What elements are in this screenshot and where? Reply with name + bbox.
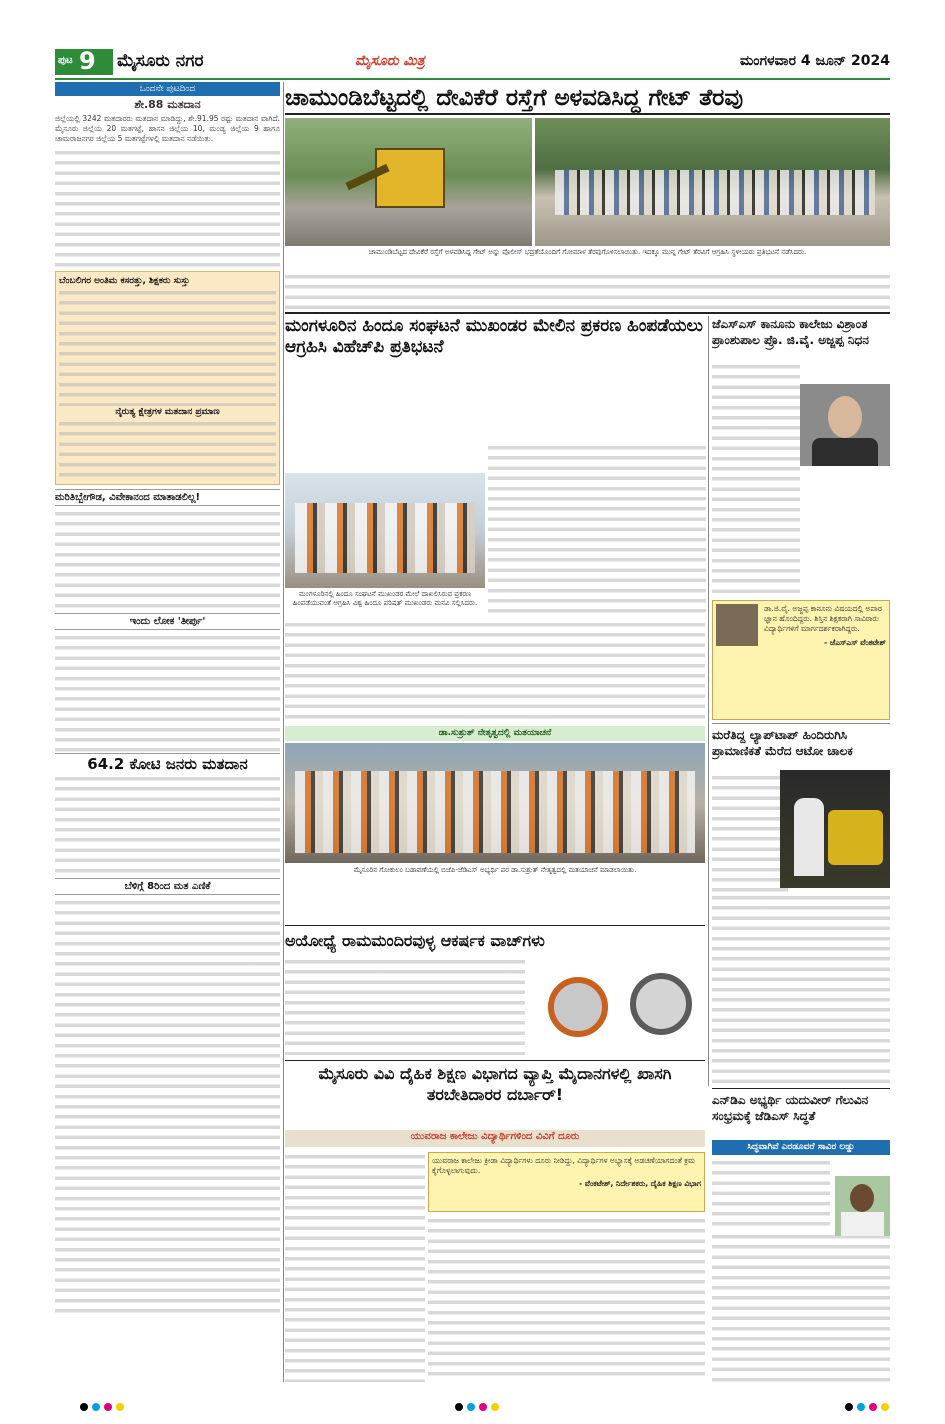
section-title: ಮೈಸೂರು ನಗರ	[117, 51, 204, 71]
story7-text-a	[285, 1152, 425, 1382]
registration-mark	[467, 1403, 475, 1411]
boxed-story-subhead: ನೈರುತ್ಯ ಕ್ಷೇತ್ರಗಳ ಮತದಾನ ಪ್ರಮಾಣ	[115, 406, 220, 417]
story8-subhead: ಸಿದ್ಧವಾಗಿವೆ ಎರಡೂವರೆ ಸಾವಿರ ಲಡ್ಡು	[712, 1140, 890, 1155]
section-rule-4	[285, 1060, 705, 1061]
portrait-suit	[812, 438, 878, 466]
story4-kicker: ಡಾ.ಸುಶ್ರುತ್ ನೇತೃತ್ವದಲ್ಲಿ ಮತಯಾಚನೆ	[285, 726, 705, 741]
watch-2	[630, 973, 692, 1035]
registration-mark	[491, 1403, 499, 1411]
story2-caption: ಮಂಗಳೂರಿನಲ್ಲಿ ಹಿಂದೂ ಸಂಘಟನೆ ಮುಖಂಡರ ಮೇಲೆ ದಾಖಲಿಸಿರುವ ಪ್ರಕರಣ ಹಿಂಪಡೆಯುವಂತೆ ಆಗ್ರಹಿಸಿ ವಿಶ್ವ ಹಿಂದೂ ಪರಿಷತ್ ಮುಖಂಡರು ಮನವಿ ಸಲ್ಲಿಸಿದರು.	[292, 590, 478, 607]
column-rule-2	[708, 316, 709, 1086]
registration-mark	[857, 1403, 865, 1411]
story3-quote: ಡಾ.ಜಿ.ವೈ. ಅಜ್ಜಪ್ಪ ಕಾನೂನು ವಿಷಯದಲ್ಲಿ ಅಪಾರ ಜ್ಞಾನ ಹೊಂದಿದ್ದರು. ಶಿಸ್ತಿನ ಶಿಕ್ಷಕರಾಗಿ ಸಾವಿರಾರು ವಿದ್ಯಾರ್ಥಿಗಳಿಗೆ ಮಾರ್ಗದರ್ಶಕರಾಗಿದ್ದರು.	[764, 604, 882, 633]
lead-photo-gate	[285, 118, 532, 246]
boxed-story-text	[59, 288, 276, 406]
page-label: ಪುಟ	[58, 55, 73, 66]
left-headline-3: ಇಂದು ಲೋಕ 'ತೀರ್ಪು'	[55, 613, 280, 630]
portrait-face	[828, 396, 862, 438]
registration-mark	[104, 1403, 112, 1411]
story8-headline: ಎನ್‌ಡಿಎ ಅಭ್ಯರ್ಥಿ ಯದುವೀರ್ ಗೆಲುವಿನ ಸಂಭ್ರಮಕ್ಕೆ ಜೆಡಿಎಸ್ ಸಿದ್ಧತೆ	[712, 1093, 869, 1123]
left-body-text-3	[55, 633, 280, 753]
masthead-rule	[55, 78, 890, 80]
delegation-group	[295, 503, 475, 573]
left-boxed-story	[55, 271, 280, 485]
story4-caption: ಮೈಸೂರಿನ ಗೋಕುಲಂ ಬಡಾವಣೆಯಲ್ಲಿ ಬಿಜೆಪಿ-ಜೆಡಿಎಸ್ ಅಭ್ಯರ್ಥಿ ಪರ ಡಾ.ಸುಶ್ರುತ್ ನೇತೃತ್ವದಲ್ಲಿ ಮತಯಾಚನೆ ಮಾಡಲಾಯಿತು.	[353, 866, 637, 874]
story7-headline: ಮೈಸೂರು ವಿವಿ ದೈಹಿಕ ಶಿಕ್ಷಣ ವಿಭಾಗದ ವ್ಯಾಪ್ತಿ ಮೈದಾನಗಳಲ್ಲಿ ಖಾಸಗಿ ತರಬೇತಿದಾರರ ದರ್ಬಾರ್!	[318, 1064, 672, 1104]
story6-photo	[530, 957, 705, 1057]
excavator-shape	[375, 148, 445, 208]
boxed-story-text-2	[59, 419, 276, 481]
protesters-group	[555, 170, 875, 215]
campaign-group	[295, 771, 695, 853]
story7-quote: ಯುವರಾಜ ಕಾಲೇಜು ಕ್ರೀಡಾ ವಿದ್ಯಾರ್ಥಿಗಳು ದೂರು ನೀಡಿದ್ದು, ವಿದ್ಯಾರ್ಥಿಗಳ ಅಭ್ಯಾಸಕ್ಕೆ ಅಡಚಣೆಯಾಗದಂತೆ ಕ್ರಮ ಕೈಗೊಳ್ಳಲಾಗುವುದು.	[432, 1156, 696, 1175]
lead-story-text	[285, 272, 890, 310]
left-headline-2: ಮರಿತಿಬ್ಬೇಗೌಡ, ವಿವೇಕಾನಂದ ಮಾತಾಡಲಿಲ್ಲ!	[55, 489, 280, 506]
story2-text-a	[488, 443, 706, 613]
masthead	[55, 47, 890, 77]
story2-photo	[285, 473, 485, 588]
story2-headline: ಮಂಗಳೂರಿನ ಹಿಂದೂ ಸಂಘಟನೆ ಮುಖಂಡರ ಮೇಲಿನ ಪ್ರಕರಣ ಹಿಂಪಡೆಯಲು ಆಗ್ರಹಿಸಿ ವಿಹೆಚ್‌ಪಿ ಪ್ರತಿಭಟನೆ	[285, 316, 703, 357]
left-body-text-2	[55, 509, 280, 609]
story7-quote-box	[428, 1152, 705, 1212]
story5-photo	[780, 770, 890, 888]
paper-logo: ಮೈಸೂರು ಮಿತ್ರ	[355, 53, 425, 69]
story7-quote-attr: - ವೆಂಕಟೇಶ್, ನಿರ್ದೇಶಕರು, ದೈಹಿಕ ಶಿಕ್ಷಣ ವಿಭಾಗ	[579, 1179, 701, 1188]
registration-mark	[80, 1403, 88, 1411]
registration-mark	[881, 1403, 889, 1411]
page-number-badge	[55, 49, 113, 75]
lead-photo-caption: ಚಾಮುಂಡಿಬೆಟ್ಟದ ದೇವಿಕೆರೆ ರಸ್ತೆಗೆ ಅಳವಡಿಸಿದ್ದ ಗೇಟ್ ಅನ್ನು ಪೊಲೀಸ್ ಭದ್ರತೆಯೊಂದಿಗೆ ಗೋಮಾಳ ತೆರವುಗೊಳಿಸಲಾಯಿತು. ಇದಕ್ಕೂ ಮುನ್ನ ಗೇಟ್ ತೆರವಿಗೆ ಆಗ್ರಹಿಸಿ ಸ್ಥಳೀಯರು ಪ್ರತಿಭಟನೆ ನಡೆಸಿದರು.	[368, 248, 807, 256]
story6-headline: ಅಯೋಧ್ಯೆ ರಾಮಮಂದಿರವುಳ್ಳ ಆಕರ್ಷಕ ವಾಚ್‌ಗಳು	[285, 931, 545, 950]
registration-mark	[869, 1403, 877, 1411]
left-column	[55, 82, 280, 1382]
column-rule	[283, 82, 284, 1382]
story7-text-b	[428, 1216, 705, 1382]
story3-quote-box	[712, 600, 890, 720]
left-headline-4: ಬೆಳಿಗ್ಗೆ 8ರಿಂದ ಮತ ಎಣಿಕೆ	[55, 878, 280, 895]
section-rule-2	[712, 723, 890, 724]
left-big-figure: 64.2 ಕೋಟಿ ಜನರು ಮತದಾನ	[55, 753, 280, 774]
registration-mark	[92, 1403, 100, 1411]
story4-photo	[285, 743, 705, 863]
section-rule-1	[285, 312, 890, 314]
left-paragraph-1: ಜಿಲ್ಲೆಯಲ್ಲಿ 3242 ಮತದಾರರು ಮತದಾನ ಮಾಡಿದ್ದು, ಶೇ.91.95 ರಷ್ಟು ಮತದಾನ ವಾಗಿದೆ. ಮೈಸೂರು ಜಿಲ್ಲೆಯ 20 ಮತಗಟ್ಟೆ, ಹಾಸನ ಜಿಲ್ಲೆಯ 10, ಮಂಡ್ಯ ಜಿಲ್ಲೆಯ 9 ಹಾಗೂ ಚಾಮರಾಜನಗರ ಜಿಲ್ಲೆಯ 5 ಮತಗಟ್ಟೆಗಳಲ್ಲಿ ಮತದಾನ ನಡೆಯಿತು.	[55, 114, 280, 144]
driver-figure	[794, 798, 824, 876]
story3-headline: ಜೆಎಸ್‌ಎಸ್ ಕಾನೂನು ಕಾಲೇಜು ವಿಶ್ರಾಂತ ಪ್ರಾಂಶುಪಾಲ ಪ್ರೊ. ಜಿ.ವೈ. ಅಜ್ಜಪ್ಪ ನಿಧನ	[712, 317, 869, 347]
boxed-story-headline: ಬೆಂಬಲಿಗರ ಅಂತಿಮ ಕಸರತ್ತು, ಶಿಕ್ಷಕರು ಸುಸ್ತು	[59, 275, 190, 286]
story3-quote-attr: - ಜೆಎಸ್‌ಎಸ್ ವೆಂಕಟೇಶ್	[824, 638, 886, 647]
story8-portrait	[835, 1176, 890, 1236]
section-rule-5	[712, 1088, 890, 1089]
portrait-shirt	[841, 1212, 884, 1236]
registration-mark	[116, 1403, 124, 1411]
section-rule-3	[285, 925, 705, 926]
registration-mark	[479, 1403, 487, 1411]
quote-photo	[716, 604, 758, 646]
registration-mark	[845, 1403, 853, 1411]
left-body-text-4	[55, 774, 280, 874]
left-kicker: ಶೇ.88 ಮತದಾನ	[134, 98, 201, 111]
story3-portrait	[800, 384, 890, 466]
left-body-text-1	[55, 148, 280, 268]
story6-text	[285, 957, 525, 1055]
lead-headline: ಚಾಮುಂಡಿಬೆಟ್ಟದಲ್ಲಿ ದೇವಿಕೆರೆ ರಸ್ತೆಗೆ ಅಳವಡಿಸಿದ್ದ ಗೇಟ್ ತೆರವು	[285, 82, 890, 115]
story7-subhead: ಯುವರಾಜ ಕಾಲೇಜು ವಿದ್ಯಾರ್ಥಿಗಳಿಂದ ವಿವಿಗೆ ದೂರು	[285, 1130, 705, 1147]
registration-mark	[455, 1403, 463, 1411]
story2-text-b	[285, 620, 705, 722]
portrait-face	[850, 1184, 874, 1212]
lead-photo-protest	[535, 118, 890, 246]
page-number: 9	[79, 47, 96, 75]
autorickshaw-shape	[828, 810, 883, 865]
watch-1	[548, 977, 608, 1037]
left-body-text-5	[55, 898, 280, 1318]
continued-tag: ಒಂದನೇ ಪುಟದಿಂದ	[55, 82, 280, 96]
issue-date: ಮಂಗಳವಾರ 4 ಜೂನ್ 2024	[739, 53, 890, 69]
story5-headline: ಮರೆತಿದ್ದ ಲ್ಯಾಪ್‌ಟಾಪ್ ಹಿಂದಿರುಗಿಸಿ ಪ್ರಾಮಾಣಿಕತೆ ಮೆರೆದ ಆಟೋ ಚಾಲಕ	[712, 728, 853, 758]
